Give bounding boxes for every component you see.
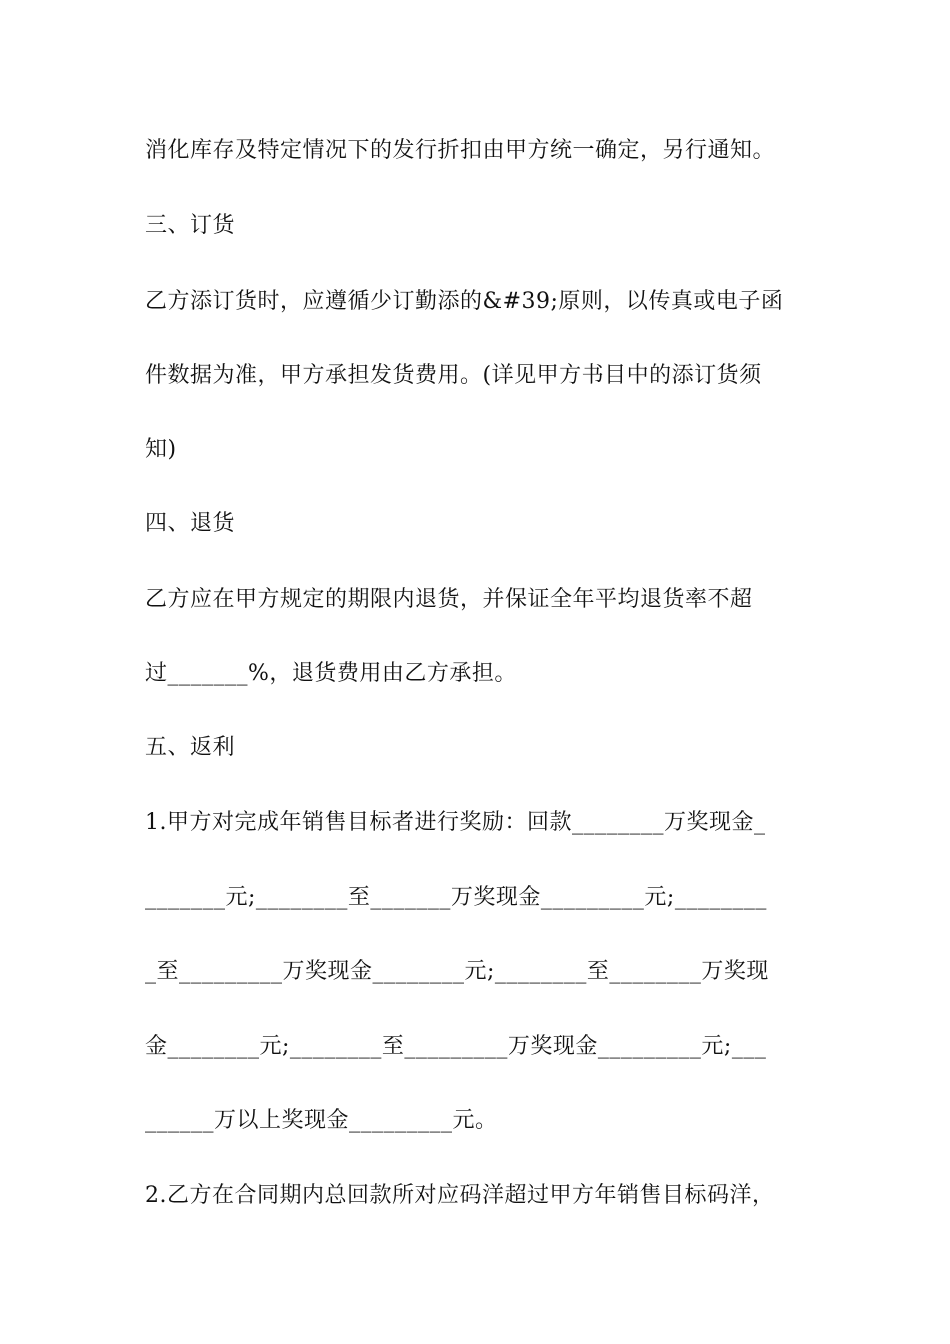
paragraph-line: _至_________万奖现金________元;________至________万奖现 <box>145 959 769 984</box>
section-heading-rebate: 五、返利 <box>145 735 236 760</box>
paragraph-line: 金________元;________至_________万奖现金_________元;___ <box>145 1034 767 1059</box>
paragraph-line: 消化库存及特定情况下的发行折扣由甲方统一确定，另行通知。 <box>145 138 776 163</box>
paragraph-line: 2.乙方在合同期内总回款所对应码洋超过甲方年销售目标码洋， <box>145 1183 775 1208</box>
paragraph-line: 1.甲方对完成年销售目标者进行奖励：回款________万奖现金_ <box>145 810 766 835</box>
section-heading-ordering: 三、订货 <box>145 213 236 238</box>
paragraph-line: 过_______%，退货费用由乙方承担。 <box>145 661 517 686</box>
paragraph-line: 乙方添订货时，应遵循少订勤添的&#39;原则，以传真或电子函 <box>145 289 784 314</box>
section-heading-returns: 四、退货 <box>145 511 236 536</box>
paragraph-line: ______万以上奖现金_________元。 <box>145 1108 498 1133</box>
paragraph-line: 件数据为准，甲方承担发货费用。(详见甲方书目中的添订货须 <box>145 363 762 388</box>
paragraph-line: _______元;________至_______万奖现金_________元;________ <box>145 885 767 910</box>
paragraph-line: 知) <box>145 437 177 462</box>
paragraph-line: 乙方应在甲方规定的期限内退货，并保证全年平均退货率不超 <box>145 587 753 612</box>
